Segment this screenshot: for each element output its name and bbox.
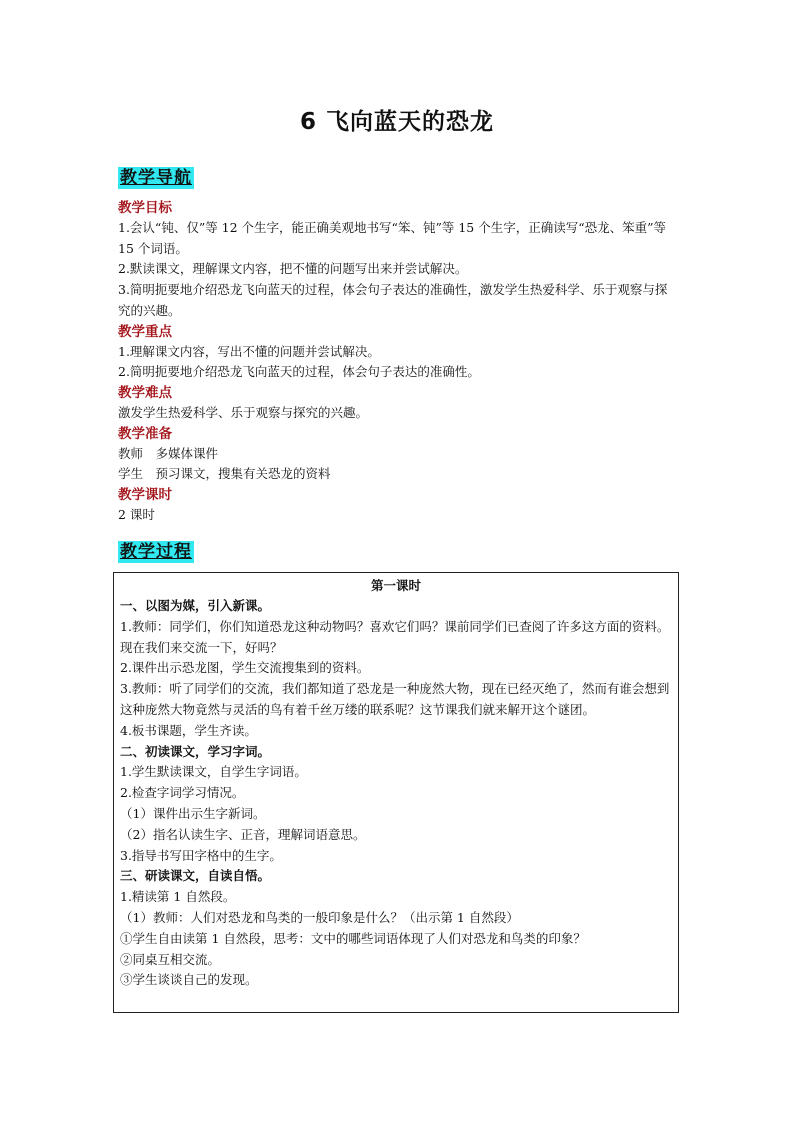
key-points-heading: 教学重点	[118, 323, 172, 340]
lesson-line: 2.课件出示恐龙图，学生交流搜集到的资料。	[120, 660, 370, 676]
lesson-line: ③学生谈谈自己的发现。	[120, 972, 258, 988]
lesson-line: 2.检查字词学习情况。	[120, 785, 245, 801]
preparation-item: 学生 预习课文，搜集有关恐龙的资料	[118, 466, 331, 482]
lesson-line: 3.教师：听了同学们的交流，我们都知道了恐龙是一种庞然大物，现在已经灭绝了，然而有谁会想到这种庞然大物竟然与灵活的鸟有着千丝万缕的联系呢？这节课我们就来解开这个谜团。	[120, 681, 670, 717]
objectives-heading: 教学目标	[118, 200, 172, 216]
lesson-line: 1.学生默读课文，自学生字词语。	[120, 764, 307, 780]
lesson-line: ②同桌互相交流。	[120, 951, 221, 967]
key-point-item: 1.理解课文内容，写出不懂的问题并尝试解决。	[118, 343, 380, 359]
periods-heading: 教学课时	[118, 487, 172, 504]
key-point-item: 2.简明扼要地介绍恐龙飞向蓝天的过程，体会句子表达的准确性。	[118, 364, 480, 380]
difficulty-heading: 教学难点	[118, 384, 172, 401]
lesson-line: 3.指导书写田字格中的生字。	[120, 847, 282, 863]
teaching-nav-content	[118, 198, 678, 526]
lesson-line: （1）课件出示生字新词。	[120, 805, 266, 821]
part-heading: 二、初读课文，学习字词。	[120, 743, 271, 759]
lesson-line: （1）教师：人们对恐龙和鸟类的一般印象是什么？（出示第 1 自然段）	[120, 909, 519, 925]
difficulty-item: 激发学生热爱科学、乐于观察与探究的兴趣。	[118, 404, 369, 420]
lesson-title: 第一课时	[370, 578, 421, 593]
part-heading: 一、以图为媒，引入新课。	[120, 598, 271, 613]
objective-item: 1.会认“钝、仅”等 12 个生字，能正确美观地书写“笨、钝”等 15 个生字，正确读写“恐龙、笨重”等 15 个词语。	[118, 220, 666, 256]
section-tag-teaching-nav: 教学导航	[120, 168, 192, 188]
lesson-line: （2）指名认读生字、正音，理解词语意思。	[120, 826, 366, 842]
lesson-line: 1.教师：同学们，你们知道恐龙这种动物吗？喜欢它们吗？课前同学们已查阅了许多这方面的资料。现在我们来交流一下，好吗？	[120, 618, 670, 655]
lesson-process-box	[113, 572, 679, 1013]
objective-item: 2.默读课文，理解课文内容，把不懂的问题写出来并尝试解决。	[118, 261, 468, 277]
section-tag-teaching-process: 教学过程	[120, 542, 192, 562]
periods-item: 2 课时	[118, 507, 155, 523]
part-heading: 三、研读课文，自读自悟。	[120, 868, 271, 884]
lesson-line: ①学生自由读第 1 自然段，思考：文中的哪些词语体现了人们对恐龙和鸟类的印象？	[120, 930, 586, 946]
lesson-line: 1.精读第 1 自然段。	[120, 889, 236, 905]
objective-item: 3.简明扼要地介绍恐龙飞向蓝天的过程，体会句子表达的准确性，激发学生热爱科学、乐于观察与探究的兴趣。	[118, 282, 668, 318]
lesson-line: 4.板书课题，学生齐读。	[120, 722, 257, 738]
preparation-item: 教师 多媒体课件	[118, 445, 219, 461]
page-title: 6 飞向蓝天的恐龙	[299, 109, 494, 135]
preparation-heading: 教学准备	[118, 425, 172, 442]
